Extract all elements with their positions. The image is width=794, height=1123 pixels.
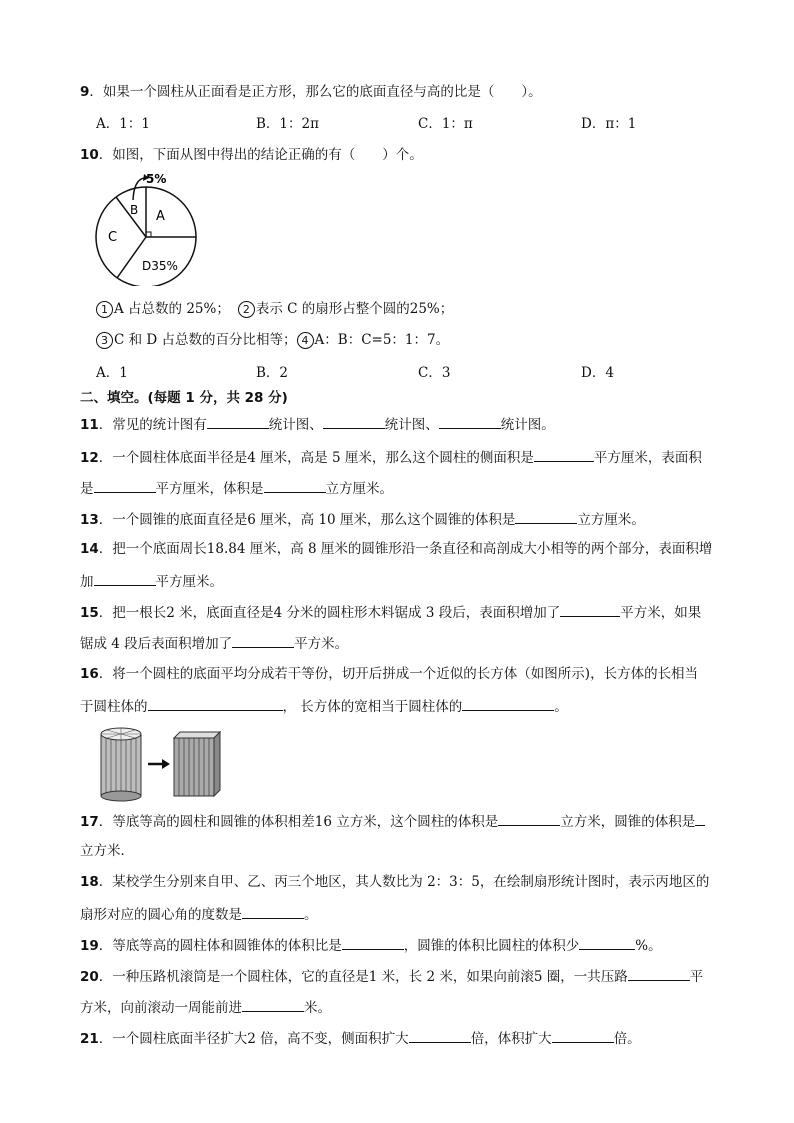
statement-2: 表示 C 的扇形占整个圆的25%； [255, 301, 454, 317]
circled-number: 3 [96, 332, 113, 349]
statements-line-1 [96, 300, 453, 318]
answer-blank[interactable] [534, 447, 594, 462]
answer-blank[interactable] [242, 997, 304, 1012]
answer-blank[interactable] [695, 811, 705, 826]
question-12: 12．一个圆柱体底面半径是4 厘米，高是 5 厘米，那么这个圆柱的侧面积是 平方厘米，表面积 [80, 447, 702, 467]
label-5-percent: 5% [146, 172, 167, 186]
answer-blank[interactable] [323, 414, 385, 429]
question-13: 13．一个圆锥的底面直径是6 厘米，高 10 厘米，那么这个圆锥的体积是 立方厘米。 [80, 509, 645, 529]
question-16: 16．将一个圆柱的底面平均分成若干等份，切开后拼成一个近似的长方体（如图所示)，长方体的长相当 [80, 666, 699, 682]
question-number: 9 [80, 84, 90, 100]
answer-blank[interactable] [242, 904, 304, 919]
question-text: ．如果一个圆柱从正面看是正方形，那么它的底面直径与高的比是（ ）。 [89, 84, 542, 100]
question-number: 11 [80, 417, 99, 433]
question-number: 19 [80, 938, 99, 954]
answer-blank[interactable] [462, 696, 554, 711]
question-number: 20 [80, 969, 99, 985]
option-a: A．1：1 [96, 116, 150, 132]
answer-blank[interactable] [498, 811, 560, 826]
answer-blank[interactable] [232, 633, 294, 648]
cuboid-top [174, 732, 220, 738]
question-11: 11．常见的统计图有 统计图、 统计图、 统计图。 [80, 414, 555, 434]
question-number: 16 [80, 666, 99, 682]
statement-1: A 占总数的 25%； [114, 301, 230, 317]
question-number: 13 [80, 512, 99, 528]
arrow-head [162, 759, 170, 769]
question-15: 15．把一根长2 米，底面直径是4 分米的圆柱形木料锯成 3 段后，表面积增加了 平方米，如果 [80, 602, 701, 622]
cylinder-to-cuboid-figure [98, 724, 228, 804]
circled-number: 2 [238, 301, 255, 318]
question-number: 17 [80, 814, 99, 830]
question-9 [80, 83, 542, 101]
circled-number: 4 [297, 332, 314, 349]
answer-blank[interactable] [94, 478, 156, 493]
question-number: 12 [80, 450, 99, 466]
cylinder-bottom [101, 791, 141, 801]
answer-blank[interactable] [552, 1028, 614, 1043]
question-number: 14 [80, 541, 99, 557]
question-12-cont: 是 平方厘米，体积是 立方厘米。 [80, 478, 393, 498]
question-20-cont: 方米，向前滚动一周能前进 米。 [80, 997, 331, 1017]
question-20: 20．一种压路机滚筒是一个圆柱体，它的直径是1 米，长 2 米，如果向前滚5 圈，一共压路 平 [80, 966, 703, 986]
question-10 [80, 146, 423, 164]
label-d: D35% [142, 259, 178, 273]
question-17-cont: 立方米． [80, 843, 134, 859]
option-c: C．3 [418, 365, 451, 381]
answer-blank[interactable] [515, 509, 577, 524]
option-a: A．1 [96, 365, 128, 381]
circled-number: 1 [96, 301, 113, 318]
answer-blank[interactable] [560, 602, 620, 617]
answer-blank[interactable] [207, 414, 269, 429]
answer-blank[interactable] [579, 935, 635, 950]
option-d: D．π：1 [581, 116, 637, 132]
question-16-cont: 于圆柱体的 ， 长方体的宽相当于圆柱体的 。 [80, 696, 568, 716]
answer-blank[interactable] [628, 966, 690, 981]
question-14: 14．把一个底面周长18.84 厘米，高 8 厘米的圆锥形沿一条直径和高剖成大小相等的两个部分，表面积增 [80, 541, 713, 557]
question-number: 15 [80, 605, 99, 621]
question-18: 18．某校学生分别来自甲、乙、丙三个地区，其人数比为 2：3：5，在绘制扇形统计图时，表示丙地区的 [80, 874, 710, 890]
statements-line-2 [96, 331, 449, 349]
answer-blank[interactable] [94, 571, 156, 586]
question-text: ．如图，下面从图中得出的结论正确的有（ ）个。 [98, 147, 423, 163]
question-15-cont: 锯成 4 段后表面积增加了 平方米。 [80, 633, 348, 653]
answer-blank[interactable] [409, 1028, 471, 1043]
question-number: 18 [80, 874, 99, 890]
question-21: 21．一个圆柱底面半径扩大2 倍，高不变，侧面积扩大 倍，体积扩大 倍。 [80, 1028, 641, 1048]
question-17: 17．等底等高的圆柱和圆锥的体积相差16 立方米，这个圆柱的体积是 立方米，圆锥的体积是 [80, 811, 705, 831]
answer-blank[interactable] [264, 478, 326, 493]
answer-blank[interactable] [342, 935, 404, 950]
question-number: 10 [80, 147, 99, 163]
cuboid-side [214, 732, 220, 796]
statement-3: C 和 D 占总数的百分比相等； [114, 332, 297, 348]
pointer-arrow [133, 178, 144, 200]
label-b: B [130, 203, 139, 217]
statement-4: A：B：C=5：1：7。 [314, 332, 450, 348]
section-heading: 二、填空。(每题 1 分，共 28 分) [80, 390, 288, 406]
question-number: 21 [80, 1031, 99, 1047]
option-c: C．1：π [418, 116, 473, 132]
label-c: C [108, 230, 118, 245]
question-18-cont: 扇形对应的圆心角的度数是 。 [80, 904, 318, 924]
option-b: B．2 [256, 365, 289, 381]
answer-blank[interactable] [439, 414, 501, 429]
answer-blank[interactable] [148, 696, 283, 711]
option-b: B．1：2π [256, 116, 319, 132]
pie-chart-figure [88, 166, 208, 286]
option-d: D．4 [581, 365, 614, 381]
question-19: 19．等底等高的圆柱体和圆锥体的体积比是 ，圆锥的体积比圆柱的体积少 %。 [80, 935, 662, 955]
label-a: A [156, 209, 165, 224]
question-14-cont: 加 平方厘米。 [80, 571, 223, 591]
